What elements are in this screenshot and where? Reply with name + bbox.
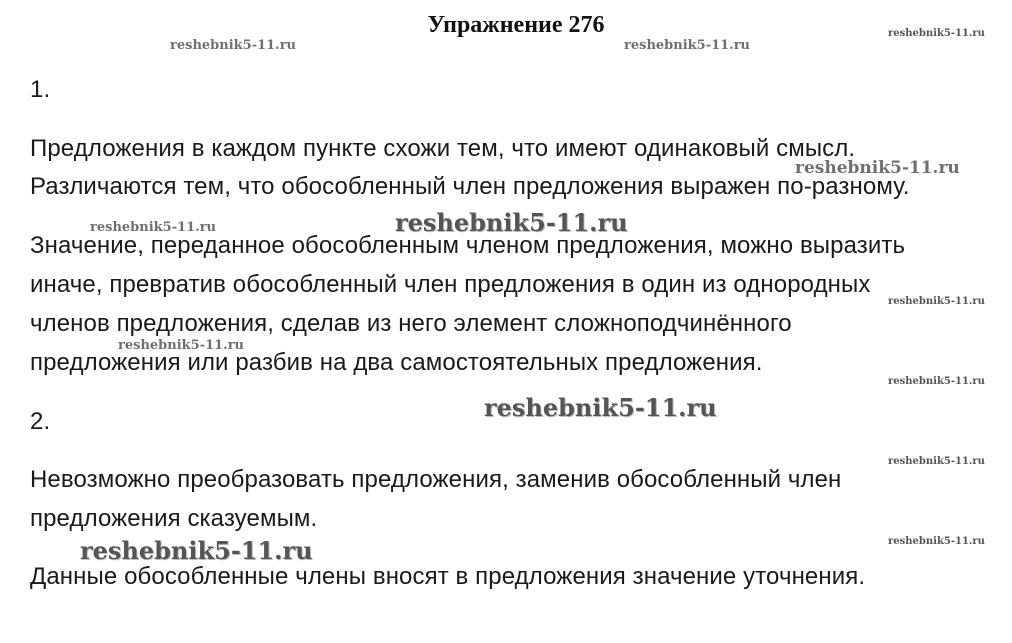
watermark: reshebnik5-11.ru [888, 376, 985, 387]
watermark: reshebnik5-11.ru [80, 536, 313, 565]
section-1-line: иначе, превратив обособленный член предложения в один из однородных [30, 271, 871, 298]
watermark: reshebnik5-11.ru [118, 338, 245, 353]
page-title: Упражнение 276 [427, 12, 605, 38]
section-1-line: Различаются тем, что обособленный член предложения выражен по-разному. [30, 173, 910, 200]
section-1-line: предложения или разбив на два самостоятельных предложения. [30, 349, 763, 376]
section-2-number: 2. [30, 408, 51, 435]
watermark: reshebnik5-11.ru [484, 393, 717, 422]
watermark: reshebnik5-11.ru [888, 296, 985, 307]
watermark: reshebnik5-11.ru [888, 28, 985, 39]
section-1-line: Значение, переданное обособленным членом предложения, можно выразить [30, 232, 906, 259]
section-1-line: членов предложения, сделав из него элемент сложноподчинённого [30, 310, 792, 337]
section-2-line: Невозможно преобразовать предложения, заменив обособленный член [30, 466, 842, 493]
watermark: reshebnik5-11.ru [170, 38, 297, 53]
watermark: reshebnik5-11.ru [624, 38, 751, 53]
section-1-number: 1. [30, 76, 51, 103]
watermark: reshebnik5-11.ru [90, 220, 217, 235]
watermark: reshebnik5-11.ru [888, 456, 985, 467]
watermark: reshebnik5-11.ru [795, 158, 960, 178]
section-2-line: Данные обособленные члены вносят в предложения значение уточнения. [30, 563, 866, 590]
watermark: reshebnik5-11.ru [888, 536, 985, 547]
watermark: reshebnik5-11.ru [395, 208, 628, 237]
section-2-line: предложения сказуемым. [30, 505, 318, 532]
section-1-line: Предложения в каждом пункте схожи тем, что имеют одинаковый смысл. [30, 135, 856, 162]
